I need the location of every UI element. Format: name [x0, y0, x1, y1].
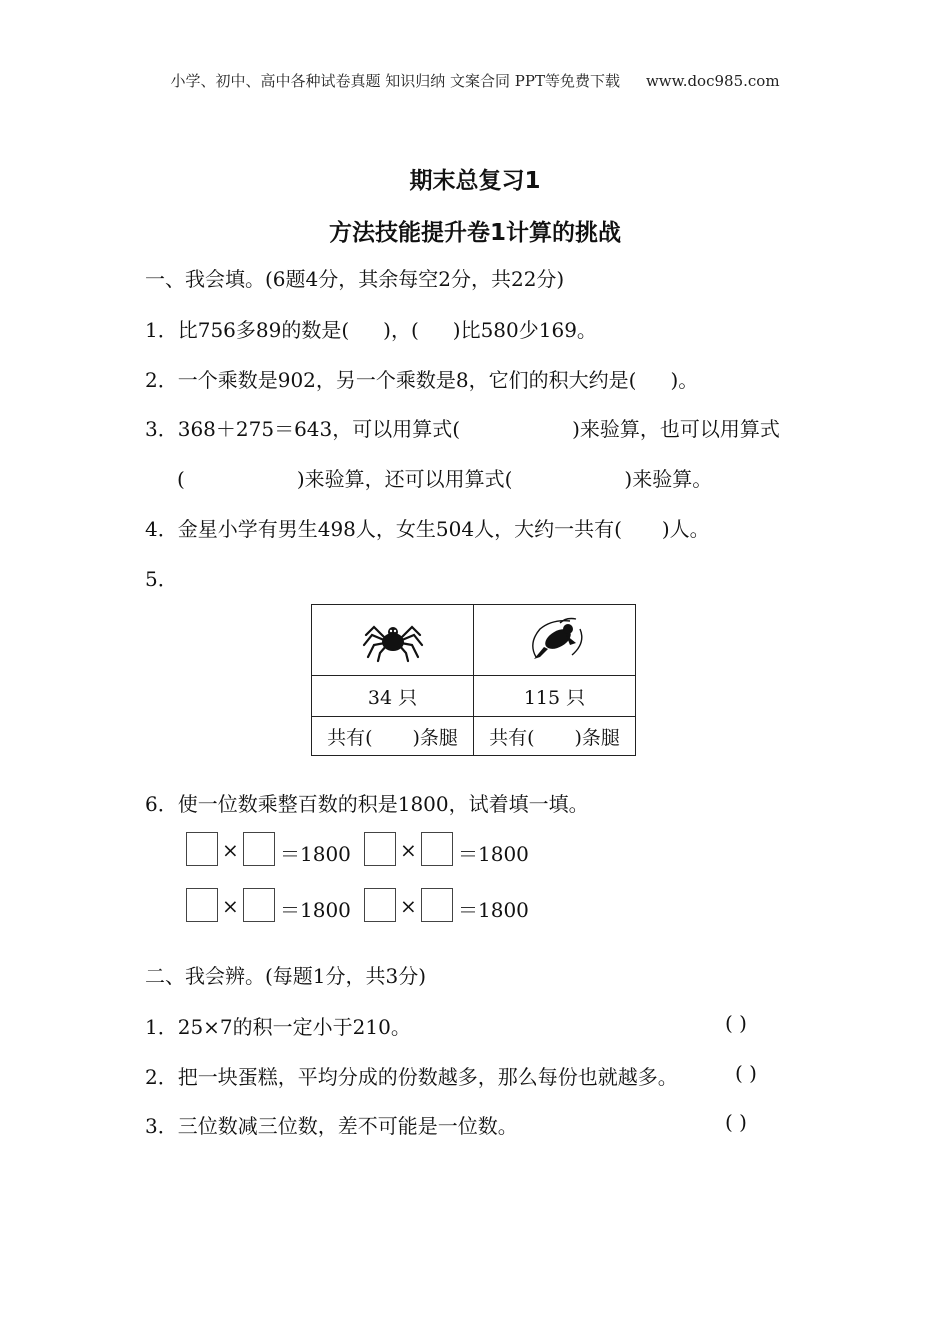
cricket-legs: 共有( )条腿 — [474, 717, 636, 756]
judge-answer-2[interactable]: ( ) — [735, 1061, 757, 1085]
product-value: ＝1800 — [458, 842, 529, 866]
header-site: www.doc985.com — [645, 72, 780, 90]
question-2: 2．一个乘数是902，另一个乘数是8，它们的积大约是( )。 — [145, 368, 699, 392]
header-text: 小学、初中、高中各种试卷真题 知识归纳 文案合同 PPT等免费下载 — [170, 72, 620, 90]
times-sign: × — [222, 894, 239, 918]
legs-table — [311, 604, 636, 756]
section1-heading: 一、我会填。(6题4分，其余每空2分，共22分) — [145, 267, 565, 291]
answer-box[interactable] — [243, 832, 275, 866]
product-value: ＝1800 — [280, 842, 351, 866]
spider-cell — [312, 605, 474, 676]
question-1: 1．比756多89的数是( )，( )比580少169。 — [145, 318, 597, 342]
product-value: ＝1800 — [280, 898, 351, 922]
question-4: 4．金星小学有男生498人，女生504人，大约一共有( )人。 — [145, 517, 710, 541]
section2-heading: 二、我会辨。(每题1分，共3分) — [145, 964, 427, 988]
judge-item-1: 1．25×7的积一定小于210。 — [145, 1015, 411, 1039]
answer-box[interactable] — [364, 888, 396, 922]
spider-count: 34 只 — [312, 676, 474, 717]
spider-legs: 共有( )条腿 — [312, 717, 474, 756]
times-sign: × — [400, 838, 417, 862]
answer-box[interactable] — [421, 832, 453, 866]
times-sign: × — [400, 894, 417, 918]
exam-title: 期末总复习1 — [409, 168, 541, 194]
answer-box[interactable] — [421, 888, 453, 922]
judge-answer-1[interactable]: ( ) — [725, 1011, 747, 1035]
spider-icon — [362, 613, 424, 663]
question-3: 3．368＋275＝643，可以用算式( )来验算，也可以用算式 — [145, 417, 780, 441]
answer-box[interactable] — [186, 888, 218, 922]
product-value: ＝1800 — [458, 898, 529, 922]
cricket-icon — [520, 613, 590, 663]
judge-answer-3[interactable]: ( ) — [725, 1110, 747, 1134]
cricket-count: 115 只 — [474, 676, 636, 717]
answer-box[interactable] — [364, 832, 396, 866]
judge-item-3: 3．三位数减三位数，差不可能是一位数。 — [145, 1114, 518, 1138]
times-sign: × — [222, 838, 239, 862]
page-header — [0, 70, 950, 91]
answer-box[interactable] — [243, 888, 275, 922]
question-5-number: 5． — [145, 567, 178, 591]
exam-subtitle: 方法技能提升卷1计算的挑战 — [328, 220, 621, 246]
judge-item-2: 2．把一块蛋糕，平均分成的份数越多，那么每份也就越多。 — [145, 1065, 678, 1089]
question-3-cont: ( )来验算，还可以用算式( )来验算。 — [177, 467, 713, 491]
answer-box[interactable] — [186, 832, 218, 866]
question-6: 6．使一位数乘整百数的积是1800，试着填一填。 — [145, 792, 589, 816]
cricket-cell — [474, 605, 636, 676]
